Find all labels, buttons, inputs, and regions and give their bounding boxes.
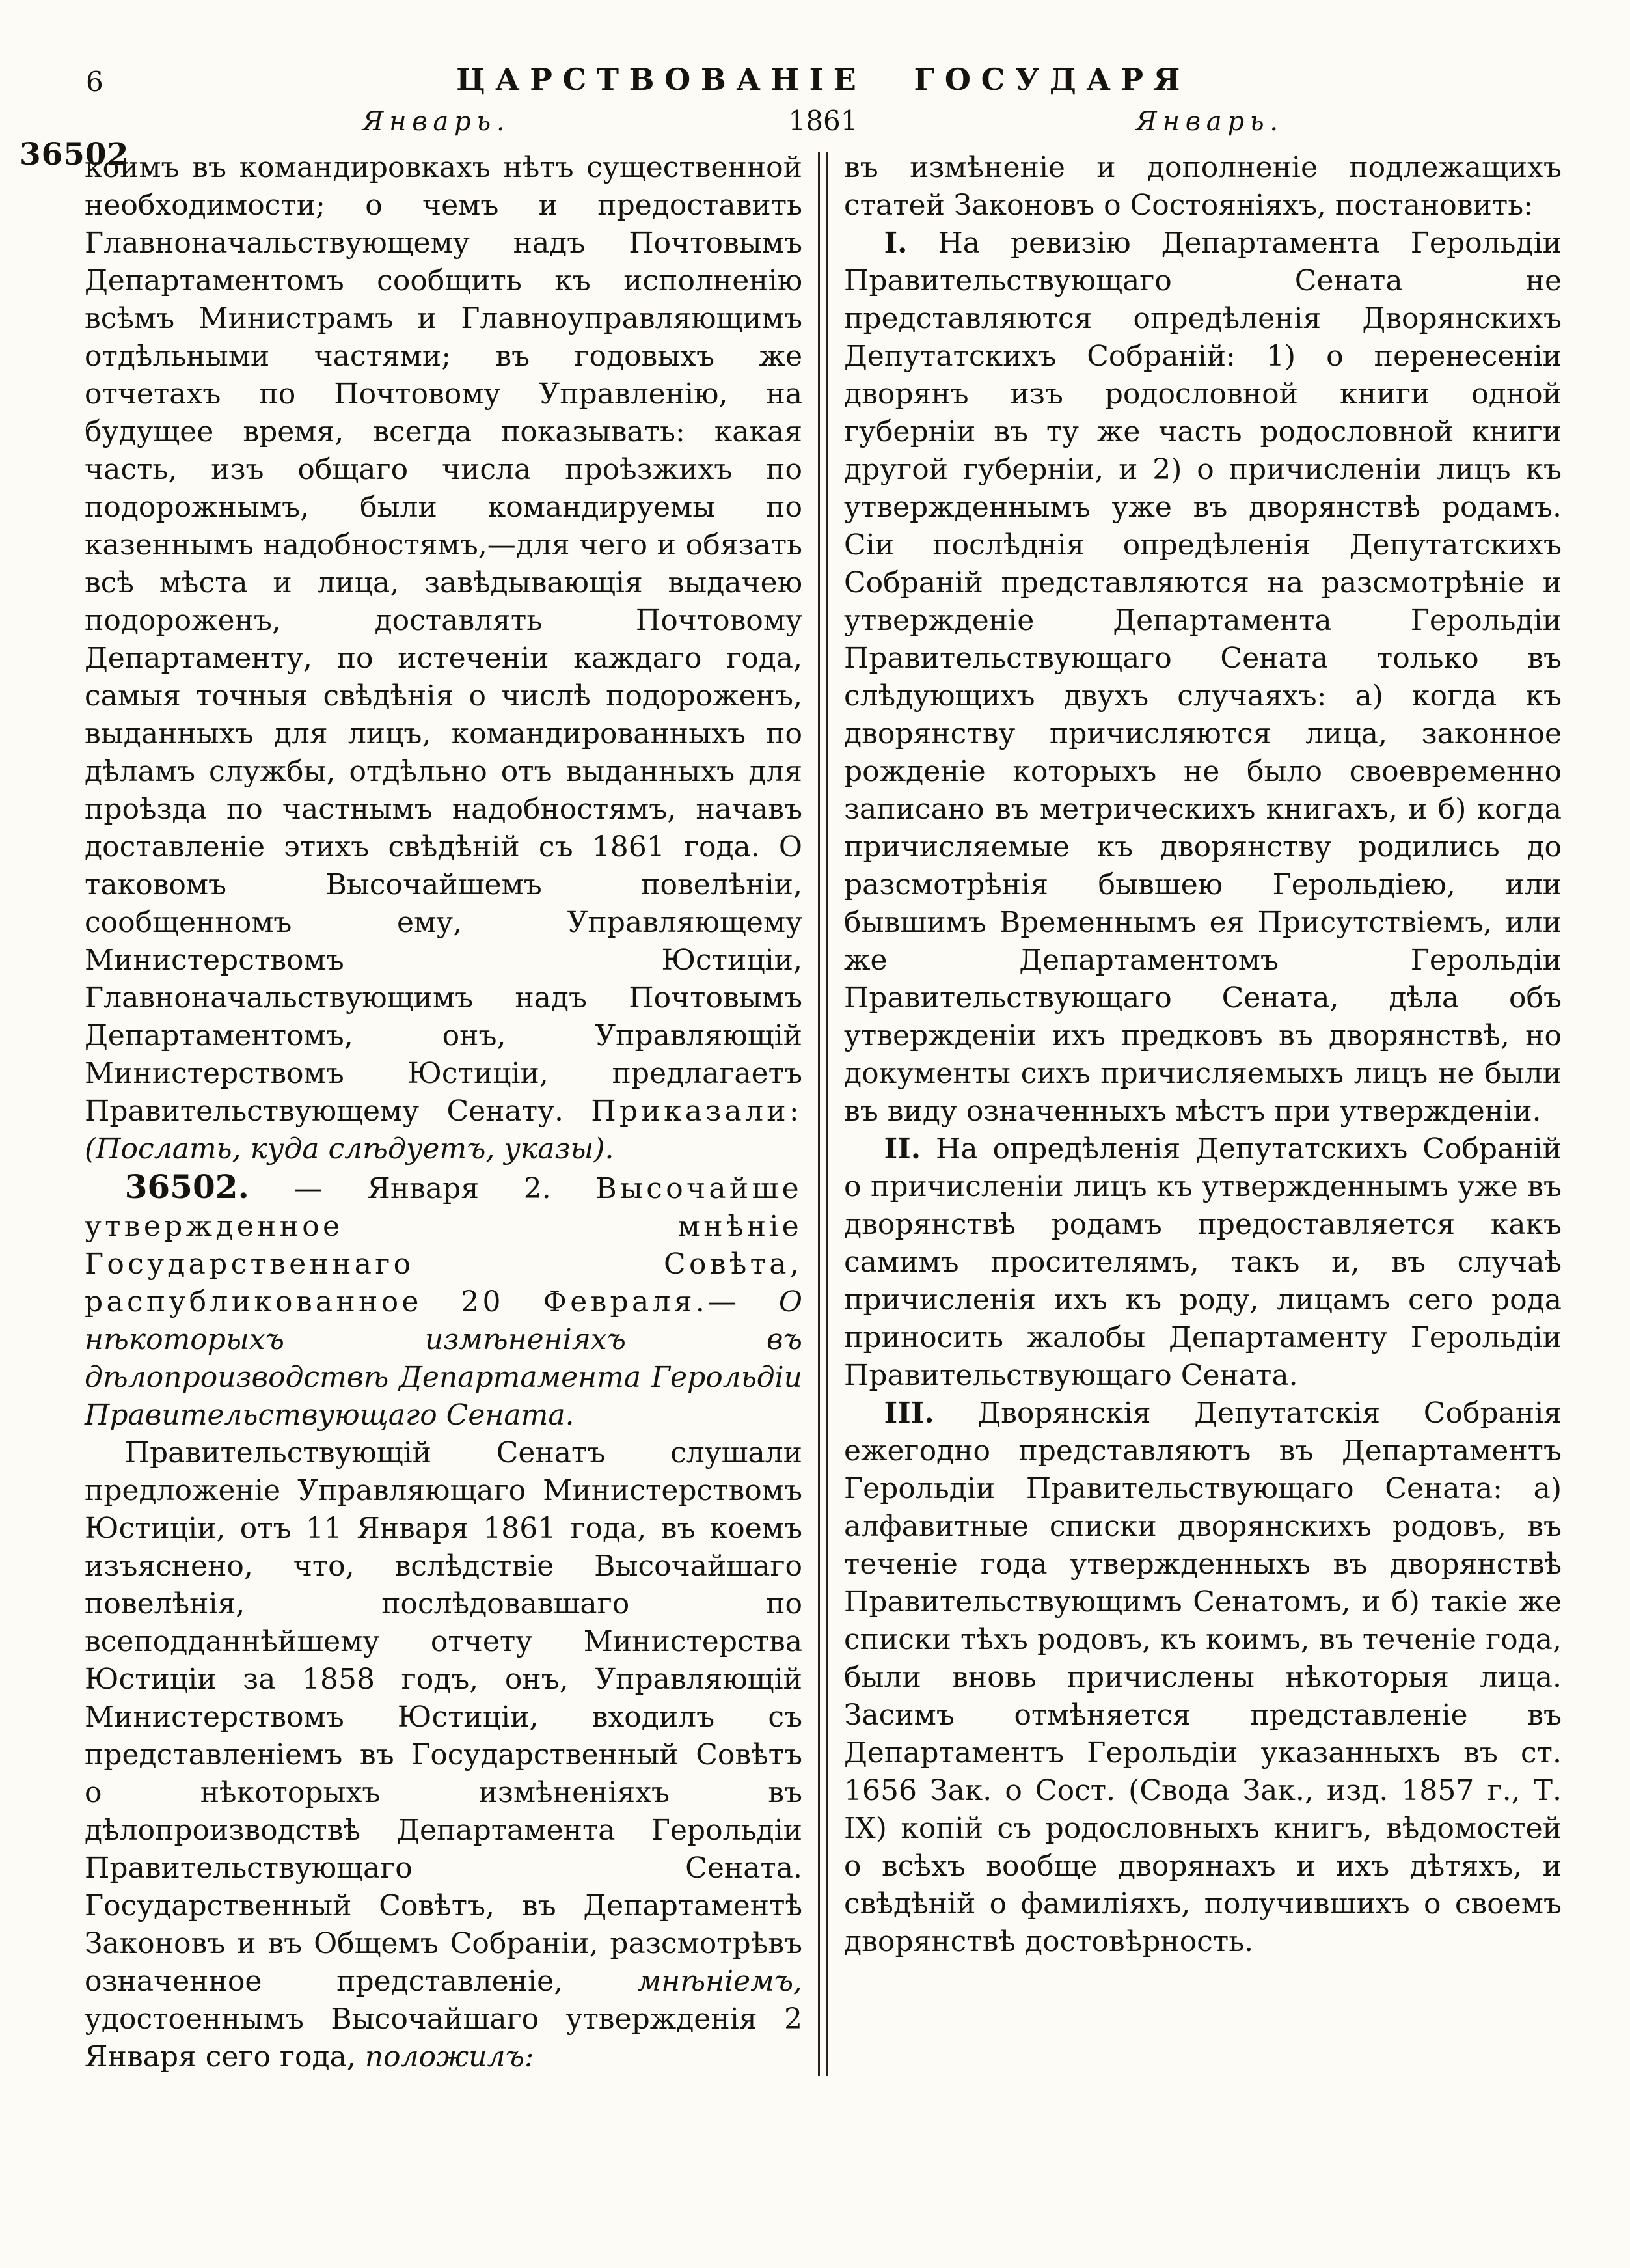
subheader-month-right: Январь.: [1135, 107, 1284, 137]
body-text-2: удостоеннымъ Высочайшаго утвержденія 2 Января сего года,: [85, 2002, 802, 2073]
section-text-2: На опредѣленія Депутатскихъ Собраній о причисленіи лицъ къ утвержденнымъ уже въ дворянствѣ родамъ предоставляется какъ самимъ просителямъ, такъ и, въ случаѣ причисленія ихъ къ роду, лицамъ сего рода приносить жалобы Департаменту Герольдіи Правительствующаго Сената.: [844, 1132, 1562, 1392]
page-number: 6: [86, 66, 103, 98]
section-text-3: Дворянскія Депутатскія Собранія ежегодно представляютъ въ Департаментъ Герольдіи Правительствующаго Сената: а) алфавитные списки дворянскихъ родовъ, въ теченіе года утвержденныхъ въ дворянствѣ Правительствующимъ Сенатомъ, и б) такіе же списки тѣхъ родовъ, къ коимъ, въ теченіе года, были вновь причислены нѣкоторыя лица. Засимъ отмѣняется представленіе въ Департаментъ Герольдіи указанныхъ въ ст. 1656 Зак. о Сост. (Свода Зак., изд. 1857 г., Т. IX) копій съ родословныхъ книгъ, вѣдомостей о всѣхъ вообще дворянахъ и ихъ дѣтяхъ, и свѣдѣній о фамиліяхъ, получившихъ о своемъ дворянствѣ достовѣрность.: [844, 1397, 1562, 1958]
section-paragraph-1: [844, 225, 1562, 1130]
body-italic-1: мнѣніемъ,: [637, 1965, 802, 1998]
body-italic-2: положилъ:: [364, 2040, 534, 2073]
text-columns: [85, 149, 1562, 2076]
continuation-text: коимъ въ командировкахъ нѣтъ существенной необходимости; о чемъ и предоставить Главноначальствующему надъ Почтовымъ Департаментомъ сообщить къ исполненію всѣмъ Министрамъ и Главноуправляющимъ отдѣльными частями; въ годовыхъ же отчетахъ по Почтовому Управленію, на будущее время, всегда показывать: какая часть, изъ общаго числа проѣзжихъ по подорожнымъ, были командируемы по казеннымъ надобностямъ,—для чего и обязать всѣ мѣста и лица, завѣдывающія выдачею подороженъ, доставлять Почтовому Департаменту, по истеченіи каждаго года, самыя точныя свѣдѣнія о числѣ подороженъ, выданныхъ для лицъ, командированныхъ по дѣламъ службы, отдѣльно отъ выданныхъ для проѣзда по частнымъ надобностямъ, начавъ доставленіе этихъ свѣдѣній съ 1861 года. О таковомъ Высочайшемъ повелѣніи, сообщенномъ ему, Управляющему Министерствомъ Юстиціи, Главноначальствующимъ надъ Почтовымъ Департаментомъ, онъ, Управляющій Министерствомъ Юстиціи, предлагаетъ Правительствующему Сенату.: [85, 151, 802, 1128]
left-column: [85, 149, 802, 2076]
continuation-paragraph: [85, 149, 802, 1168]
section-paragraph-2: [844, 1130, 1562, 1395]
entry-number: 36502.: [124, 1168, 249, 1206]
entry-heading: [85, 1168, 802, 1434]
prikazali-label: Приказали:: [591, 1095, 802, 1128]
section-paragraph-3: [844, 1395, 1562, 1961]
continuation-italic-tail: (Послать, куда слѣдуетъ, указы).: [85, 1132, 614, 1166]
right-column: [844, 149, 1562, 2076]
entry-spaced-title: Высочайше утвержденное мнѣніе Государственнаго Совѣта, распубликованное 20 Февраля.—: [85, 1172, 802, 1318]
section-label-3: III.: [884, 1397, 934, 1430]
margin-entry-number: 36502: [20, 137, 129, 172]
subheader-month-left: Январь.: [362, 107, 511, 137]
page-header: [85, 62, 1562, 102]
section-label-1: I.: [884, 226, 908, 260]
subheader: [85, 105, 1562, 143]
column-divider: [818, 152, 828, 2076]
body-text-1: Правительствующій Сенатъ слушали предложеніе Управляющаго Министерствомъ Юстиціи, отъ 11 Января 1861 года, въ коемъ изъяснено, что, вслѣдствіе Высочайшаго повелѣнія, послѣдовавшаго по всеподданнѣйшему отчету Министерства Юстиціи за 1858 годъ, онъ, Управляющій Министерствомъ Юстиціи, входилъ съ представленіемъ въ Государственный Совѣтъ о нѣкоторыхъ измѣненіяхъ въ дѣлопроизводствѣ Департамента Герольдіи Правительствующаго Сената. Государственный Совѣтъ, въ Департаментѣ Законовъ и въ Общемъ Собраніи, разсмотрѣвъ означенное представленіе,: [85, 1436, 802, 1998]
page-title: ЦАРСТВОВАНІЕ ГОСУДАРЯ: [456, 62, 1190, 97]
body-paragraph: [85, 1434, 802, 2076]
entry-date: — Января 2.: [249, 1172, 596, 1205]
intro-paragraph: [844, 149, 1562, 225]
entry-italic-title: О нѣкоторыхъ измѣненіяхъ въ дѣлопроизводствѣ Департамента Герольдіи Правительствующаго Сената.: [85, 1285, 802, 1432]
subheader-year: 1861: [788, 105, 858, 137]
section-label-2: II.: [884, 1132, 921, 1166]
intro-text: въ измѣненіе и дополненіе подлежащихъ статей Законовъ о Состояніяхъ, постановить:: [844, 151, 1562, 222]
section-text-1: На ревизію Департамента Герольдіи Правительствующаго Сената не представляются опредѣленія Дворянскихъ Депутатскихъ Собраній: 1) о перенесеніи дворянъ изъ родословной книги одной губерніи въ ту же часть родословной книги другой губерніи, и 2) о причисленіи лицъ къ утвержденнымъ уже въ дворянствѣ родамъ. Сіи послѣднія опредѣленія Депутатскихъ Собраній представляются на разсмотрѣніе и утвержденіе Департамента Герольдіи Правительствующаго Сената только въ слѣдующихъ двухъ случаяхъ: а) когда къ дворянству причисляются лица, законное рожденіе которыхъ не было своевременно записано въ метрическихъ книгахъ, и б) когда причисляемые къ дворянству родились до разсмотрѣнія бывшею Герольдіею, или бывшимъ Временнымъ ея Присутствіемъ, или же Департаментомъ Герольдіи Правительствующаго Сената, дѣла объ утвержденіи ихъ предковъ въ дворянствѣ, но документы сихъ причисляемыхъ лицъ не были въ виду означенныхъ мѣстъ при утвержденіи.: [844, 226, 1562, 1128]
